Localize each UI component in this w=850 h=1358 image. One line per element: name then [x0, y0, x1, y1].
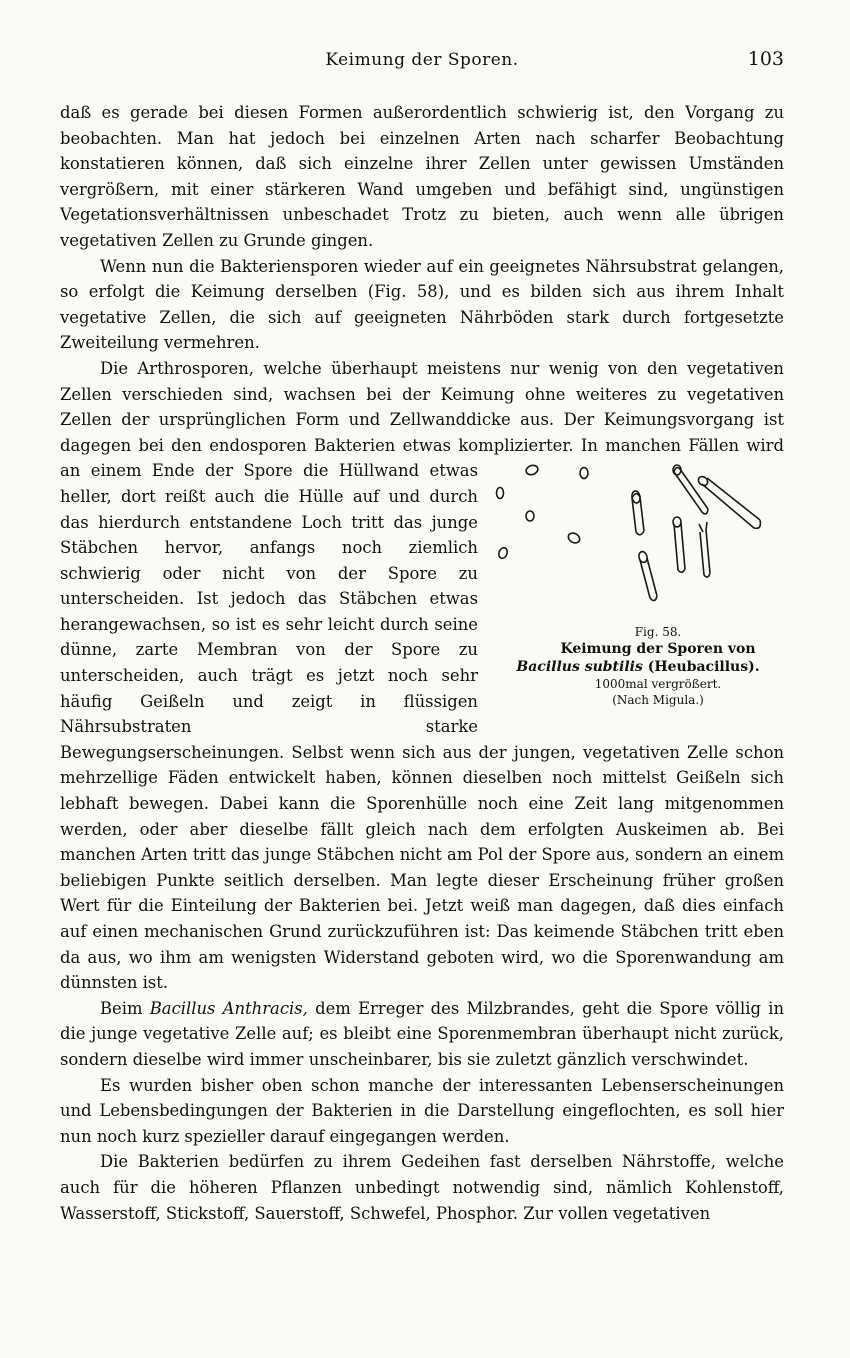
paragraph-3-part-2: wird an einem Ende der Spore die Hüllwand etwas heller, dort reißt auch die Hülle auf und durch das hierdurch entstandene Loch tritt das junge Stäbchen hervor, anfangs noch ziemlich schwierig oder nicht von der Spore zu unterscheiden. Ist jedoch das Stäbchen etwas herangewachsen, so ist es sehr leicht durch seine dünne, zarte Membran von der Spore zu unterscheiden, auch trägt es jetzt noch sehr häufig Geißeln und zeigt in flüssigen Nährsubstraten starke Bewegungserscheinungen. Selbst wenn sich aus der jungen, vegetativen Zelle schon mehrzellige Fäden entwickelt haben, können dieselben noch mittelst Geißeln sich lebhaft bewegen. Dabei kann die Sporenhülle noch eine Zeit lang mitgenommen werden, oder aber dieselbe fällt gleich nach dem erfolgten Auskeimen ab. Bei manchen Arten tritt das junge Stäbchen nicht am Pol der Spore aus, sondern an einem beliebigen Punkte seitlich derselben. Man legte dieser Erscheinung früher großen Wert für die Einteilung der Bakterien bei. Jetzt weiß man dagegen, daß dies einfach auf einen mechanischen Grund zurückzuführen ist: Das keimende Stäbchen tritt eben da aus, wo ihm am wenigsten Widerstand geboten wird, wo die Sporenwandung am dünnsten ist. [60, 435, 784, 993]
paragraph-4 [60, 996, 784, 1073]
paragraph-2: Wenn nun die Bakteriensporen wieder auf ein geeignetes Nährsubstrat gelangen, so erfolgt die Keimung derselben (Fig. 58), und es bilden sich aus ihrem Inhalt vegetative Zellen, die sich auf geeigneten Nährböden stark durch fortgesetzte Zweiteilung vermehren. [60, 256, 784, 353]
figure-58 [492, 460, 784, 715]
paragraph-6: Die Bakterien bedürfen zu ihrem Gedeihen fast derselben Nährstoffe, welche auch für die höheren Pflanzen unbedingt notwendig sind, nämlich Kohlenstoff, Wasserstoff, Stickstoff, Sauerstoff, Schwefel, Phosphor. Zur vollen vegetativen [60, 1152, 784, 1223]
paragraph-4-lead: Beim [100, 998, 143, 1018]
paragraph-4-rest: dem Erreger des Milzbrandes, geht die Spore völlig in die junge vegetative Zelle auf; es bleibt eine Sporenmembran überhaupt nicht zurück, sondern dieselbe wird immer unscheinbarer, bis sie zuletzt gänzlich verschwindet. [60, 998, 785, 1069]
figure-caption [492, 640, 784, 676]
figure-magnification: 1000mal vergrößert. [594, 677, 722, 692]
paragraph-3 [60, 356, 784, 996]
paragraph-1: daß es gerade bei diesen Formen außerordentlich schwierig ist, den Vorgang zu beobachten. Man hat jedoch bei einzelnen Arten nach scharfer Beobachtung konstatieren können, daß sich einzelne ihrer Zellen unter gewissen Umständen vergrößern, mit einer stärkeren Wand umgeben und befähigt sind, ungünstigen Vegetationsverhältnissen unbeschadet Trotz zu bieten, auch wenn alle übrigen vegetativen Zellen zu Grunde gingen. [60, 103, 784, 250]
page-number: 103 [747, 48, 784, 70]
spore-germination-illustration [492, 460, 784, 620]
body-text [60, 100, 784, 1226]
figure-caption-lead: Keimung der Sporen von [560, 641, 756, 658]
paragraph-5: Es wurden bisher oben schon manche der interessanten Lebenserscheinungen und Lebensbedingungen der Bakterien in die Darstellung eingeflochten, es soll hier nun noch kurz spezieller darauf eingegangen werden. [60, 1075, 784, 1146]
figure-caption-trail: (Heubacillus). [647, 659, 760, 676]
species-name-bacillus-anthracis: Bacillus Anthracis, [149, 998, 308, 1018]
running-title: Keimung der Sporen. [325, 50, 519, 70]
page-header [60, 50, 784, 76]
paragraph-3-part-1: Die Arthrosporen, welche überhaupt meistens nur wenig von den vegetativen Zellen verschieden sind, wachsen bei der Keimung ohne weiteres zu vegetativen Zellen der ursprünglichen Form und Zellwanddicke aus. Der Keimungsvorgang ist dagegen bei den endosporen Bakterien etwas komplizierter. In manchen Fällen [60, 358, 784, 455]
figure-number: Fig. 58. [634, 625, 682, 640]
figure-source: (Nach Migula.) [612, 693, 704, 708]
figure-caption-species: Bacillus subtilis [516, 659, 643, 676]
